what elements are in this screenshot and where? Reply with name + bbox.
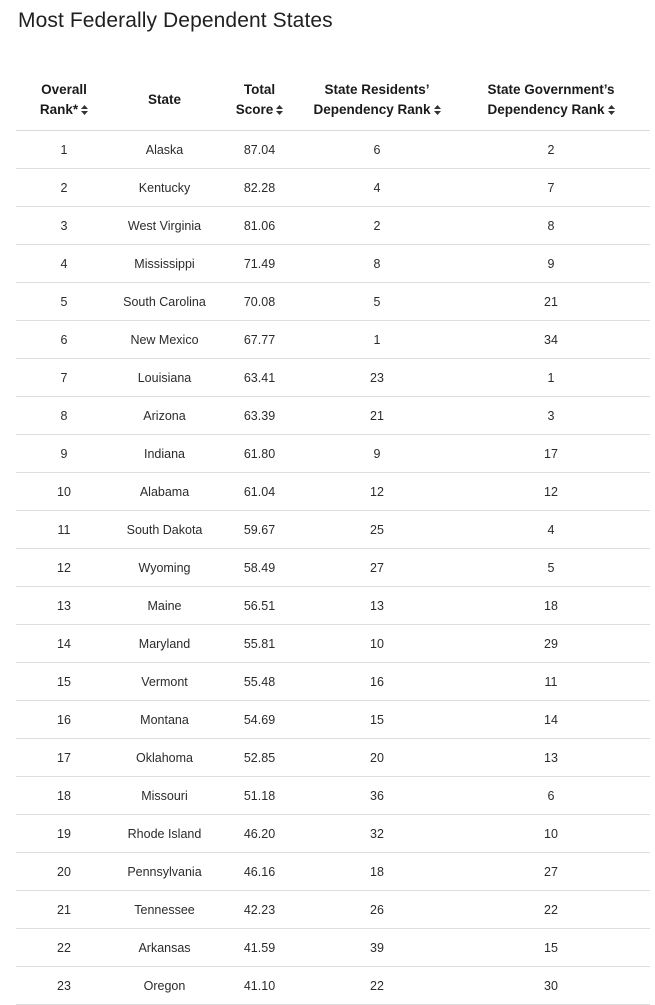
cell-state: Pennsylvania: [112, 853, 217, 891]
cell-government-dependency-rank: 1: [452, 359, 650, 397]
cell-government-dependency-rank: 4: [452, 511, 650, 549]
cell-government-dependency-rank: 12: [452, 473, 650, 511]
cell-total-score: 61.80: [217, 435, 302, 473]
cell-state: South Carolina: [112, 283, 217, 321]
cell-government-dependency-rank: 2: [452, 131, 650, 169]
table-row: [16, 663, 650, 701]
column-header-total-score[interactable]: [217, 70, 302, 131]
cell-residents-dependency-rank: 13: [302, 587, 452, 625]
cell-state: Rhode Island: [112, 815, 217, 853]
column-header-line2: [313, 100, 440, 120]
cell-residents-dependency-rank: 20: [302, 739, 452, 777]
cell-total-score: 52.85: [217, 739, 302, 777]
cell-government-dependency-rank: 30: [452, 967, 650, 1005]
table-row: [16, 169, 650, 207]
cell-state: New Mexico: [112, 321, 217, 359]
table-row: [16, 245, 650, 283]
cell-state: Kentucky: [112, 169, 217, 207]
cell-overall-rank: 6: [16, 321, 112, 359]
cell-government-dependency-rank: 13: [452, 739, 650, 777]
cell-overall-rank: 8: [16, 397, 112, 435]
cell-residents-dependency-rank: 23: [302, 359, 452, 397]
cell-total-score: 42.23: [217, 891, 302, 929]
column-header-label: [40, 80, 88, 120]
table-row: [16, 929, 650, 967]
cell-state: Oregon: [112, 967, 217, 1005]
cell-overall-rank: 18: [16, 777, 112, 815]
cell-residents-dependency-rank: 25: [302, 511, 452, 549]
column-header-line2: [236, 100, 284, 120]
cell-total-score: 41.10: [217, 967, 302, 1005]
cell-overall-rank: 4: [16, 245, 112, 283]
cell-government-dependency-rank: 3: [452, 397, 650, 435]
cell-total-score: 63.39: [217, 397, 302, 435]
cell-total-score: 71.49: [217, 245, 302, 283]
cell-overall-rank: 22: [16, 929, 112, 967]
cell-total-score: 41.59: [217, 929, 302, 967]
cell-total-score: 55.81: [217, 625, 302, 663]
cell-government-dependency-rank: 6: [452, 777, 650, 815]
cell-residents-dependency-rank: 8: [302, 245, 452, 283]
cell-total-score: 51.18: [217, 777, 302, 815]
cell-government-dependency-rank: 5: [452, 549, 650, 587]
cell-total-score: 56.51: [217, 587, 302, 625]
cell-residents-dependency-rank: 1: [302, 321, 452, 359]
cell-residents-dependency-rank: 22: [302, 967, 452, 1005]
cell-state: Maryland: [112, 625, 217, 663]
cell-overall-rank: 17: [16, 739, 112, 777]
column-header-line1: State Residents’: [324, 82, 430, 97]
cell-total-score: 59.67: [217, 511, 302, 549]
cell-residents-dependency-rank: 15: [302, 701, 452, 739]
sort-icon[interactable]: [276, 105, 283, 115]
table-row: [16, 967, 650, 1005]
cell-government-dependency-rank: 34: [452, 321, 650, 359]
cell-overall-rank: 2: [16, 169, 112, 207]
dependency-table: [16, 70, 650, 1005]
cell-state: West Virginia: [112, 207, 217, 245]
cell-government-dependency-rank: 7: [452, 169, 650, 207]
cell-residents-dependency-rank: 26: [302, 891, 452, 929]
cell-total-score: 46.20: [217, 815, 302, 853]
table-row: [16, 511, 650, 549]
column-header-line1: Total: [243, 82, 276, 97]
cell-residents-dependency-rank: 32: [302, 815, 452, 853]
column-header-residents-dependency-rank[interactable]: [302, 70, 452, 131]
cell-state: Vermont: [112, 663, 217, 701]
cell-total-score: 55.48: [217, 663, 302, 701]
cell-state: Arizona: [112, 397, 217, 435]
cell-total-score: 67.77: [217, 321, 302, 359]
cell-overall-rank: 13: [16, 587, 112, 625]
table-row: [16, 397, 650, 435]
table-row: [16, 131, 650, 169]
cell-state: Maine: [112, 587, 217, 625]
cell-government-dependency-rank: 22: [452, 891, 650, 929]
cell-state: Mississippi: [112, 245, 217, 283]
column-header-label: [487, 80, 614, 120]
column-header-line2: [487, 100, 614, 120]
column-header-state: [112, 70, 217, 131]
table-row: [16, 321, 650, 359]
cell-state: Indiana: [112, 435, 217, 473]
sort-icon[interactable]: [81, 105, 88, 115]
cell-total-score: 81.06: [217, 207, 302, 245]
cell-total-score: 58.49: [217, 549, 302, 587]
column-header-line2: [40, 100, 88, 120]
column-header-overall-rank[interactable]: [16, 70, 112, 131]
column-header-line1: Overall: [41, 82, 87, 97]
column-header-line1: State Government’s: [487, 82, 615, 97]
cell-state: Louisiana: [112, 359, 217, 397]
cell-residents-dependency-rank: 36: [302, 777, 452, 815]
cell-overall-rank: 16: [16, 701, 112, 739]
column-header-line2-text: Score: [235, 102, 274, 117]
column-header-line2-text: Rank*: [39, 102, 79, 117]
column-header-line2-text: Dependency Rank: [313, 102, 431, 117]
table-body: [16, 131, 650, 1005]
cell-residents-dependency-rank: 21: [302, 397, 452, 435]
column-header-line1: State: [147, 92, 181, 107]
sort-icon[interactable]: [434, 105, 441, 115]
table-row: [16, 283, 650, 321]
cell-overall-rank: 14: [16, 625, 112, 663]
cell-government-dependency-rank: 11: [452, 663, 650, 701]
header-row: [16, 70, 650, 131]
table-header: [16, 70, 650, 131]
table-row: [16, 359, 650, 397]
cell-overall-rank: 21: [16, 891, 112, 929]
cell-government-dependency-rank: 29: [452, 625, 650, 663]
cell-state: Tennessee: [112, 891, 217, 929]
column-header-government-dependency-rank[interactable]: [452, 70, 650, 131]
cell-residents-dependency-rank: 39: [302, 929, 452, 967]
cell-government-dependency-rank: 14: [452, 701, 650, 739]
cell-overall-rank: 15: [16, 663, 112, 701]
table-row: [16, 587, 650, 625]
cell-overall-rank: 9: [16, 435, 112, 473]
cell-government-dependency-rank: 8: [452, 207, 650, 245]
cell-overall-rank: 5: [16, 283, 112, 321]
cell-residents-dependency-rank: 12: [302, 473, 452, 511]
sort-icon[interactable]: [608, 105, 615, 115]
cell-state: Montana: [112, 701, 217, 739]
cell-overall-rank: 19: [16, 815, 112, 853]
cell-state: Missouri: [112, 777, 217, 815]
cell-government-dependency-rank: 15: [452, 929, 650, 967]
table-row: [16, 739, 650, 777]
cell-total-score: 70.08: [217, 283, 302, 321]
column-header-label: [313, 80, 440, 120]
cell-residents-dependency-rank: 27: [302, 549, 452, 587]
cell-total-score: 87.04: [217, 131, 302, 169]
cell-state: South Dakota: [112, 511, 217, 549]
cell-total-score: 46.16: [217, 853, 302, 891]
cell-government-dependency-rank: 18: [452, 587, 650, 625]
cell-residents-dependency-rank: 10: [302, 625, 452, 663]
table-row: [16, 549, 650, 587]
cell-overall-rank: 1: [16, 131, 112, 169]
cell-overall-rank: 20: [16, 853, 112, 891]
table-row: [16, 207, 650, 245]
cell-overall-rank: 7: [16, 359, 112, 397]
cell-total-score: 82.28: [217, 169, 302, 207]
cell-residents-dependency-rank: 6: [302, 131, 452, 169]
cell-residents-dependency-rank: 18: [302, 853, 452, 891]
cell-residents-dependency-rank: 4: [302, 169, 452, 207]
table-row: [16, 777, 650, 815]
table-row: [16, 701, 650, 739]
column-header-label: [236, 80, 284, 120]
table-row: [16, 435, 650, 473]
page-title: Most Federally Dependent States: [18, 9, 333, 32]
column-header-label: [148, 90, 181, 110]
table-row: [16, 625, 650, 663]
cell-overall-rank: 3: [16, 207, 112, 245]
cell-overall-rank: 10: [16, 473, 112, 511]
cell-residents-dependency-rank: 2: [302, 207, 452, 245]
cell-residents-dependency-rank: 5: [302, 283, 452, 321]
cell-residents-dependency-rank: 16: [302, 663, 452, 701]
cell-total-score: 63.41: [217, 359, 302, 397]
cell-government-dependency-rank: 9: [452, 245, 650, 283]
cell-government-dependency-rank: 10: [452, 815, 650, 853]
table-row: [16, 815, 650, 853]
table-row: [16, 853, 650, 891]
table-row: [16, 473, 650, 511]
cell-state: Alabama: [112, 473, 217, 511]
cell-government-dependency-rank: 21: [452, 283, 650, 321]
table-row: [16, 891, 650, 929]
cell-government-dependency-rank: 17: [452, 435, 650, 473]
cell-total-score: 54.69: [217, 701, 302, 739]
cell-total-score: 61.04: [217, 473, 302, 511]
column-header-line2-text: Dependency Rank: [487, 102, 605, 117]
cell-overall-rank: 11: [16, 511, 112, 549]
cell-state: Arkansas: [112, 929, 217, 967]
cell-overall-rank: 23: [16, 967, 112, 1005]
cell-state: Alaska: [112, 131, 217, 169]
cell-state: Wyoming: [112, 549, 217, 587]
cell-government-dependency-rank: 27: [452, 853, 650, 891]
cell-residents-dependency-rank: 9: [302, 435, 452, 473]
cell-overall-rank: 12: [16, 549, 112, 587]
cell-state: Oklahoma: [112, 739, 217, 777]
